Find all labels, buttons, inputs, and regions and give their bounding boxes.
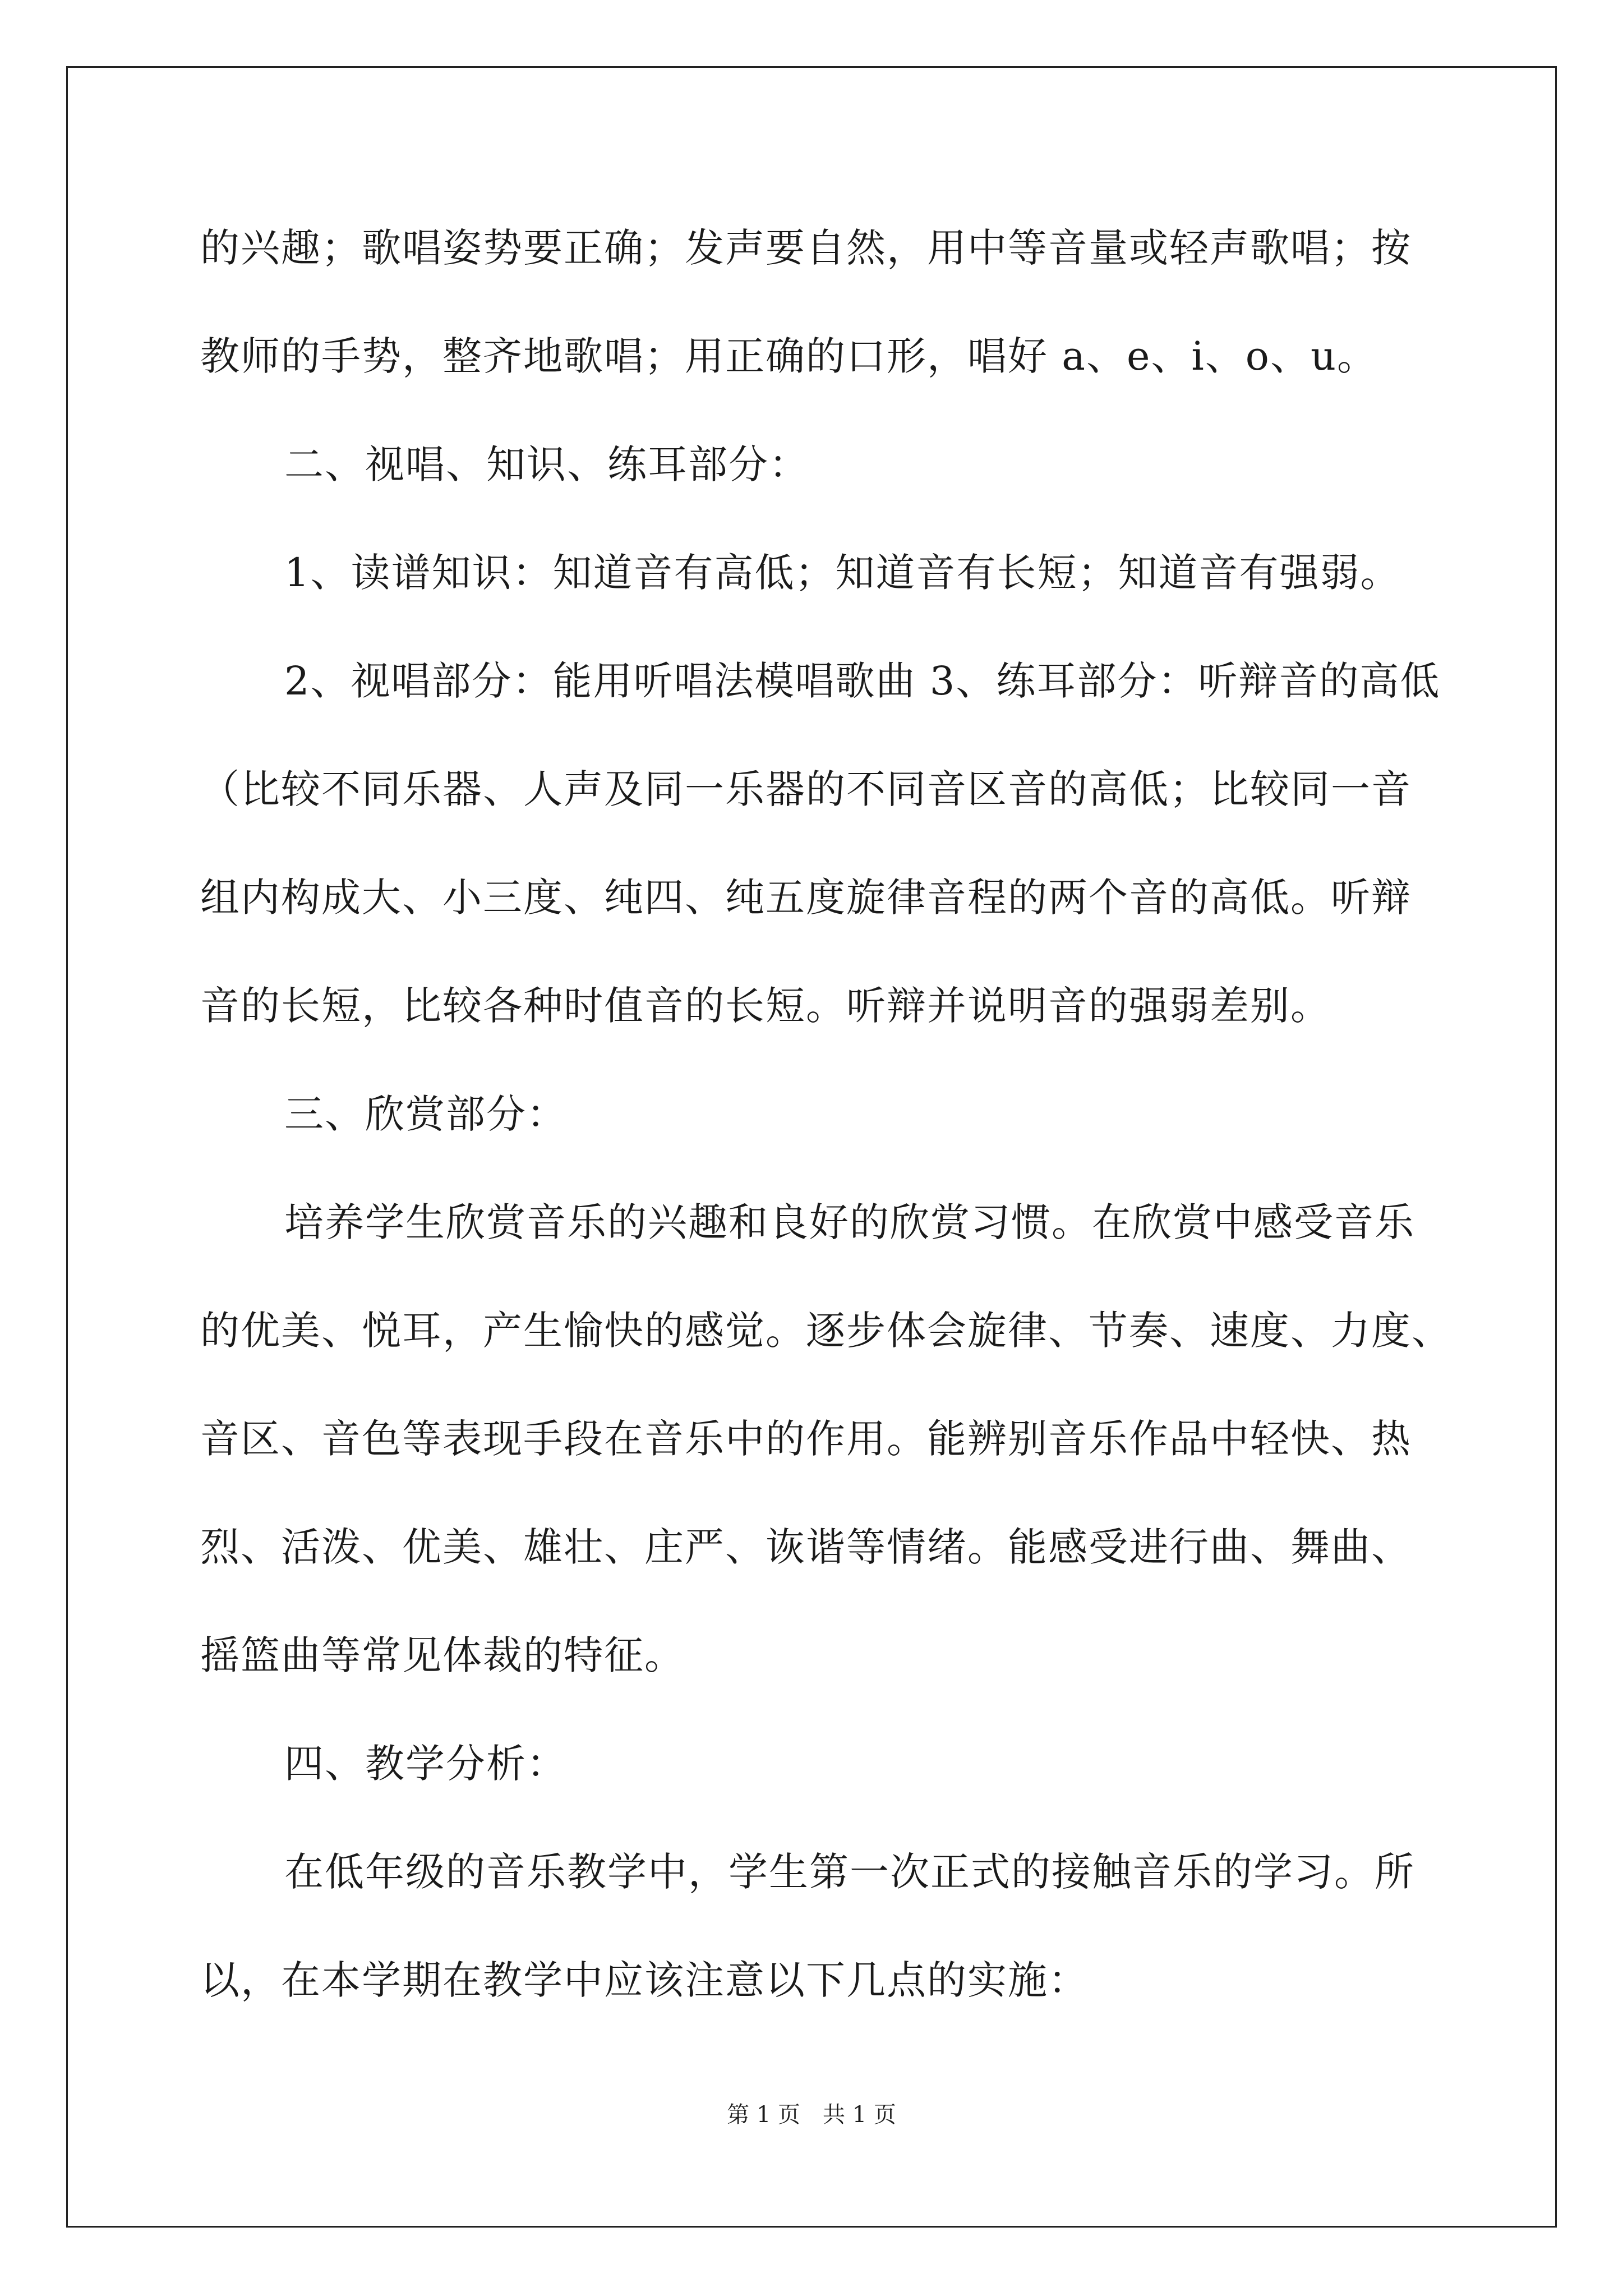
text-line: 1、读谱知识：知道音有高低；知道音有长短；知道音有强弱。 — [284, 550, 1401, 596]
text-line: 摇篮曲等常见体裁的特征。 — [200, 1632, 685, 1678]
text-line: 教师的手势，整齐地歌唱；用正确的口形，唱好 a、e、i、o、u。 — [200, 333, 1378, 379]
text-line: 的优美、悦耳，产生愉快的感觉。逐步体会旋律、节奏、速度、力度、 — [200, 1308, 1452, 1354]
section-heading: 二、视唱、知识、练耳部分： — [284, 441, 809, 487]
text-line: 以，在本学期在教学中应该注意以下几点的实施： — [200, 1957, 1089, 2003]
text-line: 音的长短，比较各种时值音的长短。听辩并说明音的强弱差别。 — [200, 983, 1331, 1029]
text-line: 培养学生欣赏音乐的兴趣和良好的欣赏习惯。在欣赏中感受音乐 — [284, 1199, 1415, 1245]
text-line: 的兴趣；歌唱姿势要正确；发声要自然，用中等音量或轻声歌唱；按 — [200, 225, 1412, 271]
page-number: 第 1 页 共 1 页 — [727, 2102, 896, 2128]
page-border — [66, 66, 1557, 2228]
text-line: 烈、活泼、优美、雄壮、庄严、诙谐等情绪。能感受进行曲、舞曲、 — [200, 1524, 1412, 1570]
text-line: 在低年级的音乐教学中，学生第一次正式的接触音乐的学习。所 — [284, 1849, 1415, 1895]
text-line: 音区、音色等表现手段在音乐中的作用。能辨别音乐作品中轻快、热 — [200, 1416, 1412, 1462]
text-line: （比较不同乐器、人声及同一乐器的不同音区音的高低；比较同一音 — [200, 766, 1412, 812]
section-heading: 四、教学分析： — [284, 1741, 567, 1787]
section-heading: 三、欣赏部分： — [284, 1091, 567, 1137]
text-line: 2、视唱部分：能用听唱法模唱歌曲 3、练耳部分：听辩音的高低 — [284, 658, 1441, 704]
text-line: 组内构成大、小三度、纯四、纯五度旋律音程的两个音的高低。听辩 — [200, 875, 1412, 921]
